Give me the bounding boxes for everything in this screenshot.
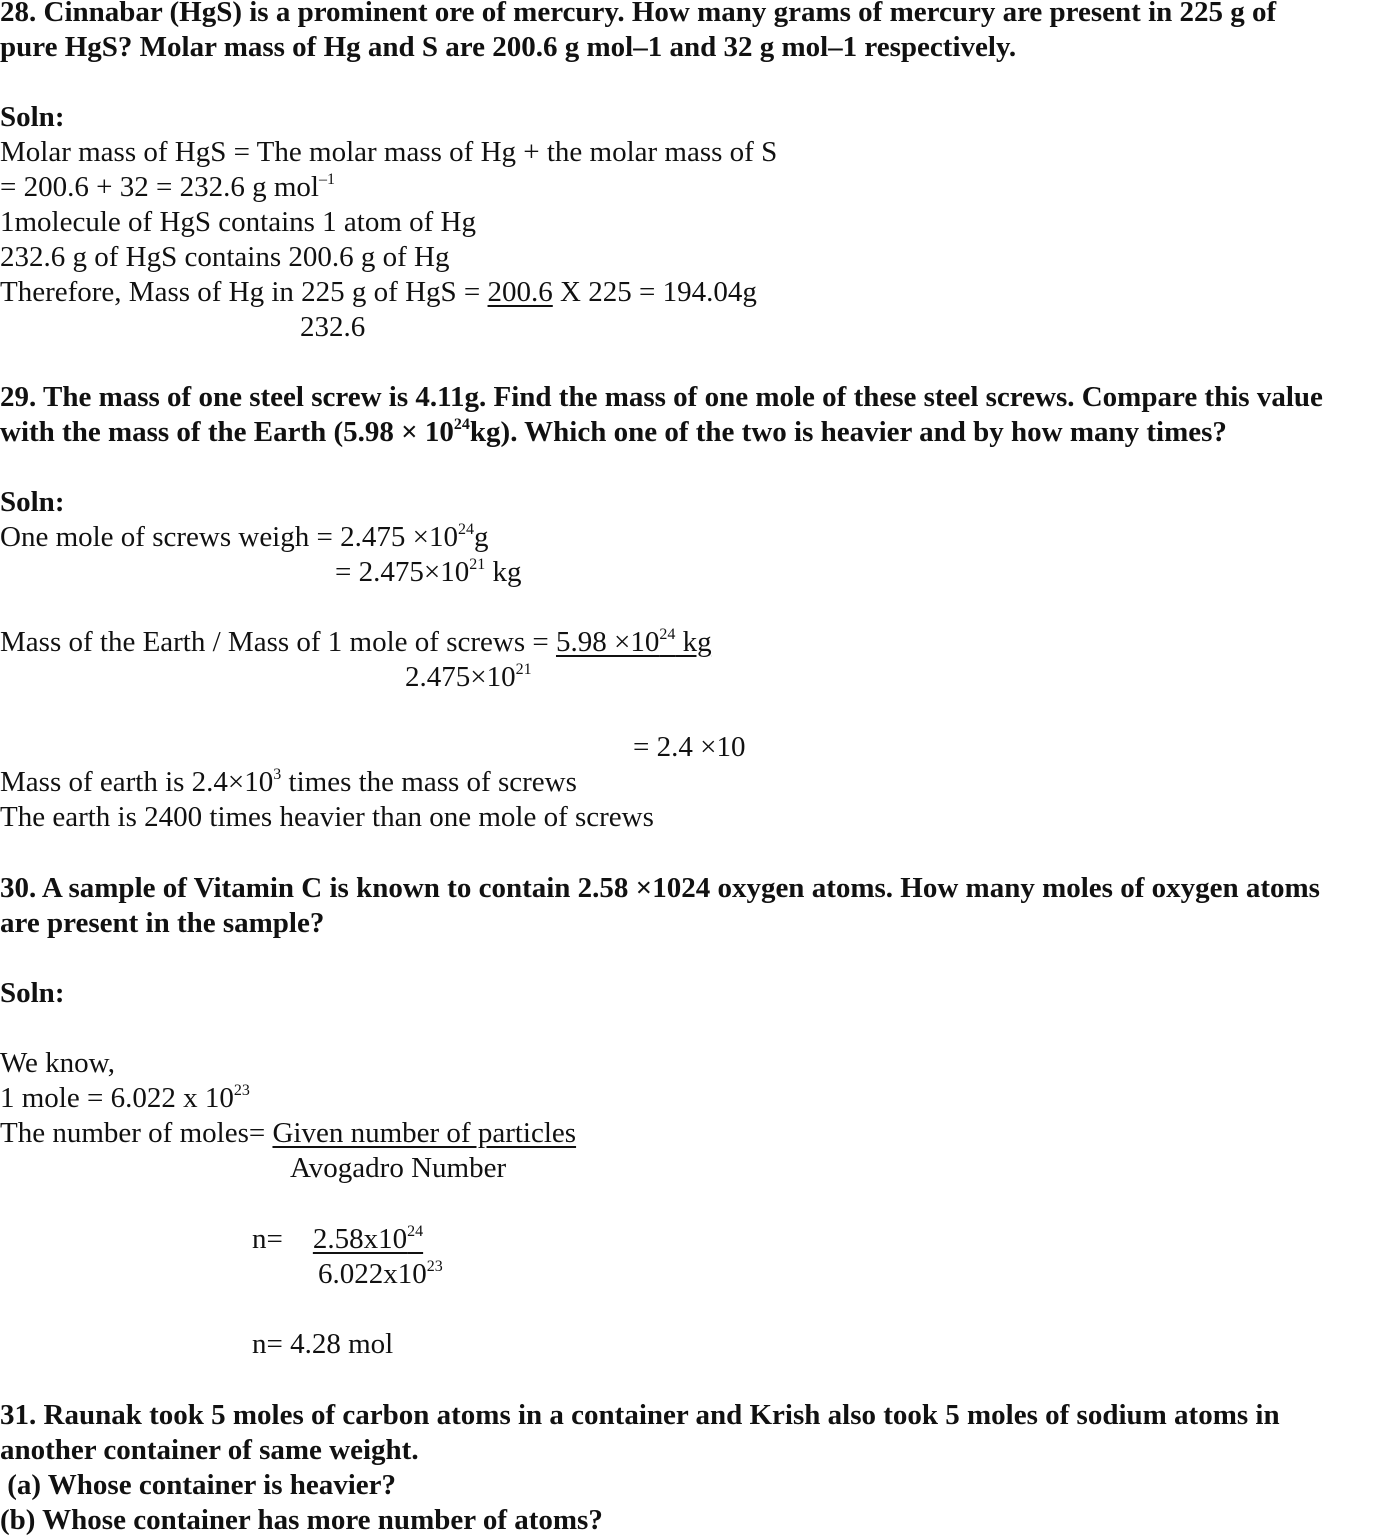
q30-answer: n= 4.28 mol bbox=[252, 1328, 394, 1360]
q31-question-line-1: 31. Raunak took 5 moles of carbon atoms in a container and Krish also took 5 moles of sodium atoms in bbox=[0, 1399, 1280, 1431]
q28-step-5: Therefore, Mass of Hg in 225 g of HgS = 200.6 X 225 = 194.04g bbox=[0, 276, 757, 308]
q30-soln-label: Soln: bbox=[0, 977, 65, 1009]
q28-step-3: 1molecule of HgS contains 1 atom of Hg bbox=[0, 206, 476, 238]
q29-conclusion-1: Mass of earth is $2.4\times 10^3$ times the mass of screws bbox=[0, 766, 577, 798]
q30-n-denominator: $6.022x10^{23}$ bbox=[318, 1258, 443, 1290]
q31-part-b: (b) Whose container has more number of atoms? bbox=[0, 1504, 603, 1536]
q30-n-numerator: $2.58x10^{24}$ bbox=[312, 1223, 424, 1255]
q30-question-line-1: 30. A sample of Vitamin C is known to contain 2.58 ×1024 oxygen atoms. How many moles of oxygen atoms bbox=[0, 872, 1320, 904]
q29-fraction-denominator: $2.475\times 10^{21}$ bbox=[405, 661, 532, 693]
q30-question-line-2: are present in the sample? bbox=[0, 907, 325, 939]
q30-fraction-numerator: Given number of particles bbox=[272, 1117, 577, 1149]
q28-question-line-1: 28. Cinnabar (HgS) is a prominent ore of mercury. How many grams of mercury are present in 225 g of bbox=[0, 0, 1277, 28]
q28-step-4: 232.6 g of HgS contains 200.6 g of Hg bbox=[0, 241, 450, 273]
q29-step-3: Mass of the Earth / Mass of 1 mole of screws = $5.98 \times 10^{24}$ kg bbox=[0, 626, 712, 658]
q29-conclusion-2: The earth is 2400 times heavier than one mole of screws bbox=[0, 801, 654, 833]
q28-step-1: Molar mass of HgS = The molar mass of Hg + the molar mass of S bbox=[0, 136, 778, 168]
q30-step-3: The number of moles= Given number of particles bbox=[0, 1117, 577, 1149]
q29-step-1: One mole of screws weigh = $2.475 \times 10^{24}g$ bbox=[0, 521, 489, 553]
q30-fraction-denominator: Avogadro Number bbox=[290, 1152, 507, 1184]
q30-step-2: 1 mole = 6.022 x $10^{23}$ bbox=[0, 1082, 250, 1114]
q29-question-line-2: with the mass of the Earth $(5.98 \times 10^{24}kg)$. Which one of the two is heavier and by how many times? bbox=[0, 416, 1227, 448]
q28-fraction-numerator: 200.6 bbox=[487, 276, 553, 308]
q29-step-result: = 2.4 ×10 bbox=[633, 731, 746, 763]
q30-step-1: We know, bbox=[0, 1047, 115, 1079]
q28-fraction-denominator: 232.6 bbox=[300, 311, 366, 343]
q29-soln-label: Soln: bbox=[0, 486, 65, 518]
q28-step-2: = 200.6 + 32 = 232.6 g mol$^{-1}$ bbox=[0, 171, 335, 203]
q29-question-line-1: 29. The mass of one steel screw is 4.11g. Find the mass of one mole of these steel screws. Compare this value bbox=[0, 381, 1323, 413]
q29-step-2: = $2.475\times 10^{21}$ kg bbox=[335, 556, 522, 588]
q31-question-line-2: another container of same weight. bbox=[0, 1434, 419, 1466]
q30-step-n: $n= 2.58x10^{24}$ bbox=[252, 1223, 424, 1255]
q28-soln-label: Soln: bbox=[0, 101, 65, 133]
q28-question-line-2: pure HgS? Molar mass of Hg and S are 200.6 g mol–1 and 32 g mol–1 respectively. bbox=[0, 31, 1017, 63]
q29-fraction-numerator: $5.98 \times 10^{24}$ kg bbox=[555, 626, 712, 658]
q31-part-a: (a) Whose container is heavier? bbox=[0, 1469, 397, 1501]
